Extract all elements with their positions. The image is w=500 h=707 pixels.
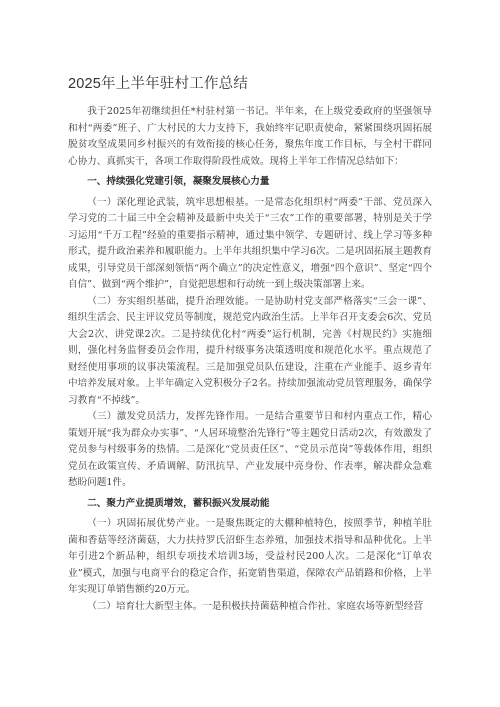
document-title: 2025年上半年驻村工作总结 (68, 76, 249, 92)
body-paragraph: （三）激发党员活力，发挥先锋作用。一是结合重要节日和村内重点工作，精心策划开展“我为群众办实事”、“人居环境整治先锋行”等主题党日活动2次，有效激发了党员参与村级事务的热情。二是深化“党员责任区”、“党员示范岗”等载体作用，组织党员在政策宣传、矛盾调解、防汛抗旱、产业发展中亮身份、作表率，解决群众急难愁盼问题1件。 (68, 411, 432, 488)
intro-paragraph: 我于2025年初继续担任*村驻村第一书记。半年来，在上级党委政府的坚强领导和村“两委”班子、广大村民的大力支持下，我始终牢记职责使命，紧紧围绕巩固拓展脱贫攻坚成果同乡村振兴的有效衔接的核心任务，聚焦年度工作目标，与全村干群同心协力、真抓实干，各项工作取得阶段性成效。现将上半年工作情况总结如下： (68, 106, 432, 167)
body-paragraph: （一）巩固拓展优势产业。一是聚焦既定的大棚种植特色，按照季节，种植羊肚菌和香菇等经济菌菇，大力扶持罗氏沼虾生态养殖，加强技术指导和品种优化。上半年引进2个新品种，组织专项技术培训3场，受益村民200人次。二是深化“订单农业”模式，加强与电商平台的稳定合作，拓宽销售渠道，保障农产品销路和价格，上半年实现订单销售额约20万元。 (68, 518, 432, 595)
document-body (68, 104, 432, 615)
section-heading: 二、聚力产业提质增效，蓄积振兴发展动能 (87, 497, 270, 509)
body-paragraph: （一）深化理论武装，筑牢思想根基。一是常态化组织村“两委”干部、党员深入学习党的二十届三中全会精神及最新中央关于“三农”工作的重要部署，特别是关于学习运用“千万工程”经验的重要指示精神，通过集中领学、专题研讨、线上学习等多种形式，提升政治素养和履职能力。上半年共组织集中学习6次。二是巩固拓展主题教育成果，引导党员干部深刻领悟“两个确立”的决定性意义，增强“四个意识”、坚定“四个自信”、做到“两个维护”，自觉把思想和行动统一到上级决策部署上来。 (68, 196, 432, 290)
body-paragraph: （二）培育壮大新型主体。一是积极扶持菌菇种植合作社、家庭农场等新型经营 (87, 600, 423, 612)
section-heading: 一、持续强化党建引领，凝聚发展核心力量 (87, 176, 270, 187)
body-paragraph: （二）夯实组织基础，提升治理效能。一是协助村党支部严格落实“三会一课”、组织生活会、民主评议党员等制度，规范党内政治生活。上半年召开支委会6次、党员大会2次、讲党课2次。二是持续优化村“两委”运行机制，完善《村规民约》实施细则，强化村务监督委员会作用，提升村级事务决策透明度和规范化水平。重点规范了财经使用事项的议事决策流程。三是加强党员队伍建设，注重在产业能手、返乡青年中培养发展对象。上半年确定入党积极分子2名。持续加强流动党员管理服务，确保学习教育“不掉线”。 (68, 295, 432, 406)
